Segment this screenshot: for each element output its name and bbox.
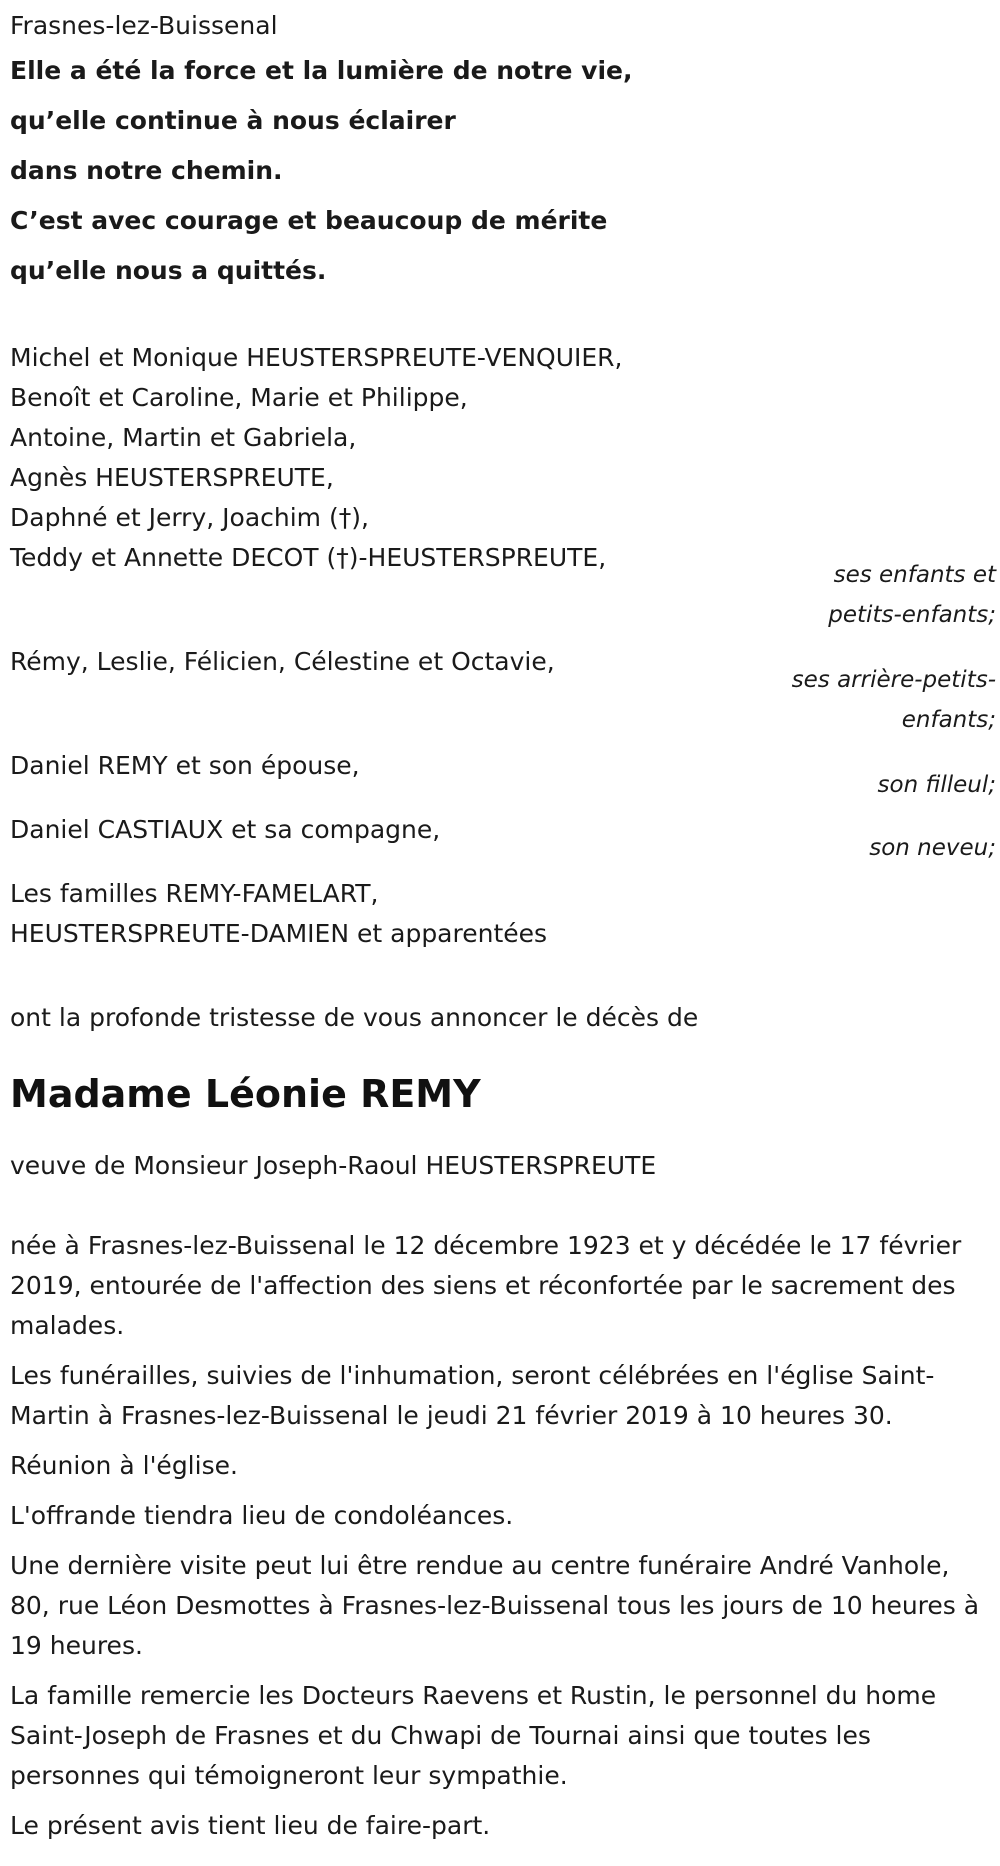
- families-group: [10, 874, 996, 954]
- nephew-names: Daniel CASTIAUX et sa compagne,: [10, 815, 441, 844]
- family-names-line: Teddy et Annette DECOT (†)-HEUSTERSPREUTE,: [10, 543, 607, 572]
- notice-body: [10, 1226, 996, 1846]
- verse-line: dans notre chemin.: [10, 156, 283, 185]
- family-names-line: Benoît et Caroline, Marie et Philippe,: [10, 383, 468, 412]
- widow-of: veuve de Monsieur Joseph-Raoul HEUSTERSPREUTE: [10, 1151, 657, 1180]
- verse-line: qu’elle nous a quittés.: [10, 256, 327, 285]
- deceased-name: Madame Léonie REMY: [10, 1072, 481, 1116]
- relation-great-grandchildren: [756, 660, 996, 740]
- thanks-paragraph: La famille remercie les Docteurs Raevens et Rustin, le personnel du home Saint-Joseph de Frasnes et du Chwapi de Tournai ainsi que toutes les personnes qui témoigneront leur sympathie.: [10, 1681, 937, 1790]
- family-names-line: Daphné et Jerry, Joachim (†),: [10, 503, 369, 532]
- relation-line: petits-enfants;: [828, 602, 996, 628]
- relation-line: ses enfants et: [833, 562, 996, 588]
- verse-line: qu’elle continue à nous éclairer: [10, 106, 456, 135]
- family-names-line: Antoine, Martin et Gabriela,: [10, 423, 357, 452]
- death-notice: [10, 6, 996, 1856]
- announcement: ont la profonde tristesse de vous annoncer le décès de: [10, 1003, 699, 1032]
- verse-line: Elle a été la force et la lumière de notre vie,: [10, 56, 633, 85]
- family-names-line: Michel et Monique HEUSTERSPREUTE-VENQUIER,: [10, 343, 623, 372]
- funeral-paragraph: Les funérailles, suivies de l'inhumation, seront célébrées en l'église Saint-Martin à Frasnes-lez-Buissenal le jeudi 21 février 2019 à 10 heures 30.: [10, 1361, 935, 1430]
- relation-nephew: son neveu;: [869, 835, 996, 861]
- verse-line: C’est avec courage et beaucoup de mérite: [10, 206, 608, 235]
- children-group: [10, 338, 996, 578]
- visit-paragraph: Une dernière visite peut lui être rendue au centre funéraire André Vanhole, 80, rue Léon Desmottes à Frasnes-lez-Buissenal tous les jours de 10 heures à 19 heures.: [10, 1551, 980, 1660]
- offering-paragraph: L'offrande tiendra lieu de condoléances.: [10, 1501, 514, 1530]
- memorial-verse: [10, 46, 996, 296]
- families-line: HEUSTERSPREUTE-DAMIEN et apparentées: [10, 919, 548, 948]
- family-names-line: Agnès HEUSTERSPREUTE,: [10, 463, 334, 492]
- relation-children: [756, 555, 996, 635]
- relation-godson: son filleul;: [877, 772, 996, 798]
- relation-line: ses arrière-petits-: [791, 667, 996, 693]
- families-line: Les familles REMY-FAMELART,: [10, 879, 379, 908]
- birth-death-paragraph: née à Frasnes-lez-Buissenal le 12 décembre 1923 et y décédée le 17 février 2019, entourée de l'affection des siens et réconfortée par le sacrement des malades.: [10, 1231, 962, 1340]
- relation-line: enfants;: [901, 707, 996, 733]
- notice-paragraph: Le présent avis tient lieu de faire-part.: [10, 1811, 491, 1840]
- location-line: Frasnes-lez-Buissenal: [10, 11, 278, 40]
- great-grandchildren-names: Rémy, Leslie, Félicien, Célestine et Octavie,: [10, 647, 555, 676]
- godson-names: Daniel REMY et son épouse,: [10, 751, 360, 780]
- meeting-paragraph: Réunion à l'église.: [10, 1451, 238, 1480]
